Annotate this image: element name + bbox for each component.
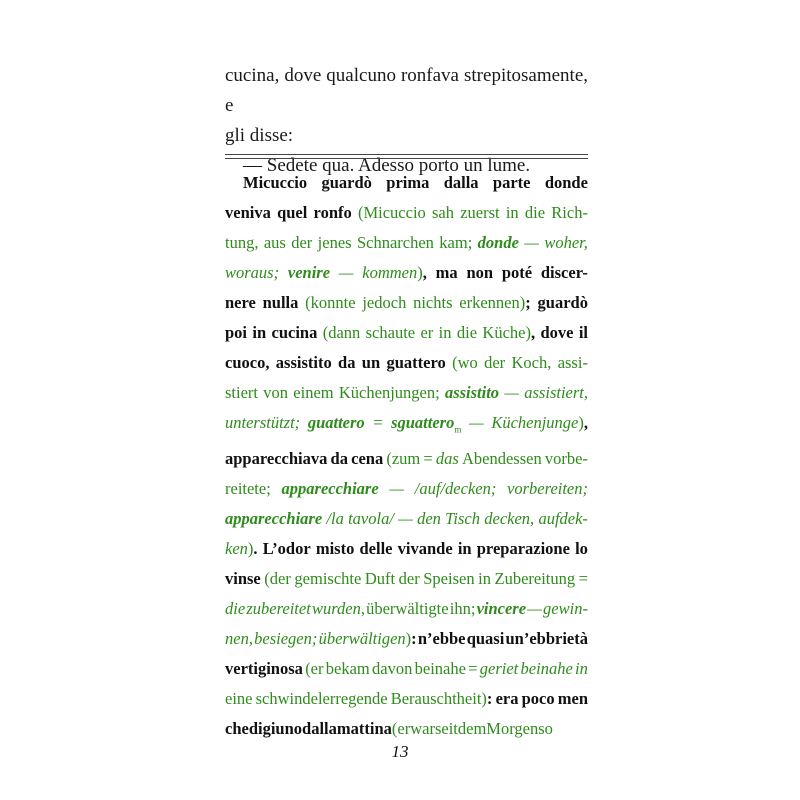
glossed-line (225, 228, 588, 258)
gloss-word: einem (293, 383, 334, 402)
gloss-word: Koch, (511, 353, 552, 372)
gloss-word: tavola/ (348, 509, 394, 529)
gloss-word: dem (457, 719, 487, 739)
original-word: , (530, 323, 536, 342)
original-word: veniva (225, 203, 271, 222)
original-word: men (557, 689, 588, 709)
glossed-line (225, 624, 588, 654)
glossed-line (225, 594, 588, 624)
gloss-word: die (225, 599, 246, 619)
section-divider (225, 154, 588, 159)
gloss-word: /auf/decken; (414, 479, 497, 499)
gloss-word: — (338, 263, 354, 282)
glossed-line (225, 504, 588, 534)
gloss-word: Speisen (423, 569, 475, 589)
original-word: ma (435, 263, 458, 282)
glued-token (491, 408, 588, 444)
glossed-line (225, 258, 588, 288)
glossed-line (225, 408, 588, 444)
original-word: delle (359, 539, 393, 559)
gloss-word: wurden (311, 599, 361, 619)
gloss-word: in (575, 659, 588, 679)
original-word: poco (521, 689, 555, 709)
gloss-word: der (398, 569, 420, 589)
original-line-3: — Sedete qua. Adesso porto un lume. (243, 155, 531, 176)
gloss-word: jedoch (362, 293, 407, 312)
gloss-word: die (524, 203, 546, 222)
gloss-word: woraus; (225, 263, 280, 282)
glossed-line (225, 474, 588, 504)
original-word: dalla (302, 719, 337, 739)
original-word: . (253, 539, 258, 559)
gloss-word: — (527, 599, 542, 619)
original-word: che (225, 719, 249, 739)
gloss-word: Küchenjunge (491, 413, 579, 432)
gloss-word: woher, (544, 233, 588, 252)
gloss-word: apparecchiare (225, 509, 323, 529)
gloss-word: beinahe (520, 659, 573, 679)
gloss-word: venire (287, 263, 331, 282)
glued-token (362, 258, 427, 288)
gloss-word: — (398, 509, 413, 529)
gloss-word: zubereitet (246, 599, 311, 619)
original-word: , (422, 263, 427, 282)
original-word: discer- (540, 263, 588, 282)
original-text-block (225, 61, 588, 181)
gloss-word: vorbe- (544, 449, 588, 469)
gloss-word: (dann (322, 323, 361, 342)
gloss-word: sguattero (391, 413, 455, 432)
original-word: da (338, 353, 356, 372)
gloss-word: schwindelerregende (255, 689, 388, 709)
gloss-word: überwältigte (366, 599, 449, 619)
original-word: in (252, 323, 267, 342)
gloss-word: /la (326, 509, 344, 529)
gloss-word: Küche) (482, 323, 531, 342)
glossed-line (225, 198, 588, 228)
gloss-word: stiert (225, 383, 258, 402)
gloss-word: in (438, 323, 452, 342)
original-word: un (361, 353, 381, 372)
original-word: da (330, 449, 348, 469)
original-word: : (411, 629, 417, 649)
original-word: ; (525, 293, 531, 312)
glued-token (312, 594, 365, 624)
gloss-word: so (538, 719, 553, 739)
gloss-word: beinahe (414, 659, 466, 679)
glossed-text-block (225, 168, 588, 744)
original-word: n’ebbe (417, 629, 466, 649)
gloss-word: ) (417, 263, 423, 282)
gloss-word: — (524, 233, 539, 252)
gloss-word: Zubereitung (494, 569, 576, 589)
original-word: digiuno (248, 719, 303, 739)
original-word: guattero (386, 353, 446, 372)
gloss-word: das (435, 449, 459, 469)
gloss-word: Berauschtheit) (390, 689, 487, 709)
glossed-line (225, 288, 588, 318)
glossed-line (225, 318, 588, 348)
gloss-word: = (423, 449, 433, 469)
gloss-word: — (504, 383, 519, 402)
glued-token (459, 288, 530, 318)
gloss-word: Abendessen (461, 449, 542, 469)
glued-token (482, 318, 535, 348)
glossed-line (225, 714, 588, 744)
gloss-word: die (456, 323, 478, 342)
gloss-word: seit (434, 719, 458, 739)
original-word: prima (386, 173, 430, 192)
original-word: misto (315, 539, 355, 559)
gloss-word: geriet (479, 659, 519, 679)
original-word: : (486, 689, 493, 709)
gloss-word: schaute (365, 323, 416, 342)
gloss-word: assistiert, (524, 383, 588, 402)
gloss-word: Tisch (445, 509, 481, 529)
gloss-word: zuerst (460, 203, 500, 222)
original-word: assistito (275, 353, 332, 372)
original-word: guardò (537, 293, 588, 312)
original-word: cucina (271, 323, 318, 342)
original-word: quel (277, 203, 308, 222)
glossed-line (225, 534, 588, 564)
original-word: parte (492, 173, 531, 192)
gloss-word: den (417, 509, 441, 529)
gloss-word: gewin- (543, 599, 588, 619)
original-word: cuoco, (225, 353, 270, 372)
gloss-word: in (478, 569, 491, 589)
gloss-word: vincere (476, 599, 527, 619)
gloss-word: nichts (413, 293, 453, 312)
gloss-word: kam; (439, 233, 473, 252)
gloss-word: , (360, 599, 365, 619)
glued-token (319, 624, 417, 654)
original-word: dalla (443, 173, 479, 192)
glossed-line (225, 684, 588, 714)
original-word: vinse (225, 569, 261, 589)
gloss-word: unterstützt; (225, 413, 301, 432)
original-word: era (495, 689, 519, 709)
gloss-word: apparecchiare (281, 479, 379, 499)
gloss-word: (er (305, 659, 324, 679)
gloss-word: ihn; (449, 599, 476, 619)
original-word: in (457, 539, 472, 559)
original-word: vivande (397, 539, 453, 559)
original-word: vertiginosa (225, 659, 303, 679)
glossed-line (225, 378, 588, 408)
gloss-word: sah (432, 203, 454, 222)
gloss-word: ) (247, 539, 254, 559)
original-word: L’odor (262, 539, 311, 559)
gloss-word: ken (225, 539, 248, 559)
gloss-word: eine (225, 689, 253, 709)
original-word: quasi (466, 629, 505, 649)
gloss-word: (Micuccio (357, 203, 426, 222)
gloss-word: erkennen) (459, 293, 526, 312)
page-number: 13 (391, 742, 409, 761)
original-word: donde (544, 173, 588, 192)
original-word: lo (575, 539, 588, 559)
gloss-word: (der (264, 569, 291, 589)
gloss-word: Morgen (486, 719, 539, 739)
gloss-word: aufdek- (538, 509, 588, 529)
gloss-word: bekam (325, 659, 370, 679)
glossed-line (225, 564, 588, 594)
gloss-word: Rich- (551, 203, 588, 222)
glossed-line (225, 168, 588, 198)
original-word: mattina (336, 719, 392, 739)
original-word: il (578, 323, 588, 342)
gloss-word: donde (477, 233, 519, 252)
gloss-word: = (468, 659, 478, 679)
glossed-line (225, 444, 588, 474)
original-word: dove (540, 323, 574, 342)
gloss-word: Küchenjungen; (338, 383, 440, 402)
original-word: , (583, 413, 588, 432)
gloss-word: — (469, 413, 484, 432)
original-word: non (466, 263, 494, 282)
original-word: cena (351, 449, 384, 469)
glued-token (391, 408, 461, 444)
gloss-word: nen, (225, 629, 253, 649)
gloss-word: (konnte (305, 293, 356, 312)
original-word: apparecchiava (225, 449, 328, 469)
gloss-word: = (372, 413, 384, 432)
gloss-word: er (420, 323, 434, 342)
gloss-word: assistito (444, 383, 500, 402)
original-word: preparazione (476, 539, 570, 559)
original-word: Micuccio (243, 173, 308, 192)
original-word: poi (225, 323, 248, 342)
gloss-word: davon (372, 659, 413, 679)
gloss-word: (zum (386, 449, 421, 469)
original-word: nere (225, 293, 256, 312)
original-word: poté (501, 263, 533, 282)
gloss-word: ) (578, 413, 584, 432)
gloss-word: in (505, 203, 519, 222)
gloss-word: besiegen; (254, 629, 318, 649)
original-word: nulla (262, 293, 299, 312)
gloss-word: decken, (484, 509, 535, 529)
gloss-word: — (389, 479, 405, 499)
original-line-2: gli disse: (225, 125, 294, 146)
gloss-word: guattero (307, 413, 365, 432)
gloss-word: vorbereiten; (507, 479, 588, 499)
gloss-word: = (578, 569, 588, 589)
gloss-word: (er (391, 719, 411, 739)
gloss-word: tung, (225, 233, 259, 252)
gloss-word: assi- (557, 353, 588, 372)
gloss-word: der (291, 233, 313, 252)
gloss-word: der (484, 353, 506, 372)
gloss-word: Duft (364, 569, 396, 589)
gloss-word: (wo (452, 353, 478, 372)
glossed-line (225, 654, 588, 684)
original-word: ronfo (313, 203, 352, 222)
gloss-word: kommen (362, 263, 418, 282)
gloss-word: ) (405, 629, 412, 649)
gloss-word: reitete; (225, 479, 271, 499)
original-word: un’ebbrietà (505, 629, 588, 649)
gloss-word: jenes (317, 233, 352, 252)
gloss-word: gemischte (294, 569, 362, 589)
gloss-word: war (410, 719, 435, 739)
gloss-word: aus (263, 233, 286, 252)
original-word: guardò (321, 173, 372, 192)
gloss-word: m (454, 424, 462, 435)
gloss-word: von (263, 383, 289, 402)
gloss-word: überwältigen (318, 629, 406, 649)
glued-token (225, 534, 258, 564)
original-line-1: cucina, dove qualcuno ronfava strepitosamente, e (225, 65, 588, 116)
gloss-word: Schnarchen (356, 233, 434, 252)
glued-token (391, 684, 493, 714)
glossed-line (225, 348, 588, 378)
